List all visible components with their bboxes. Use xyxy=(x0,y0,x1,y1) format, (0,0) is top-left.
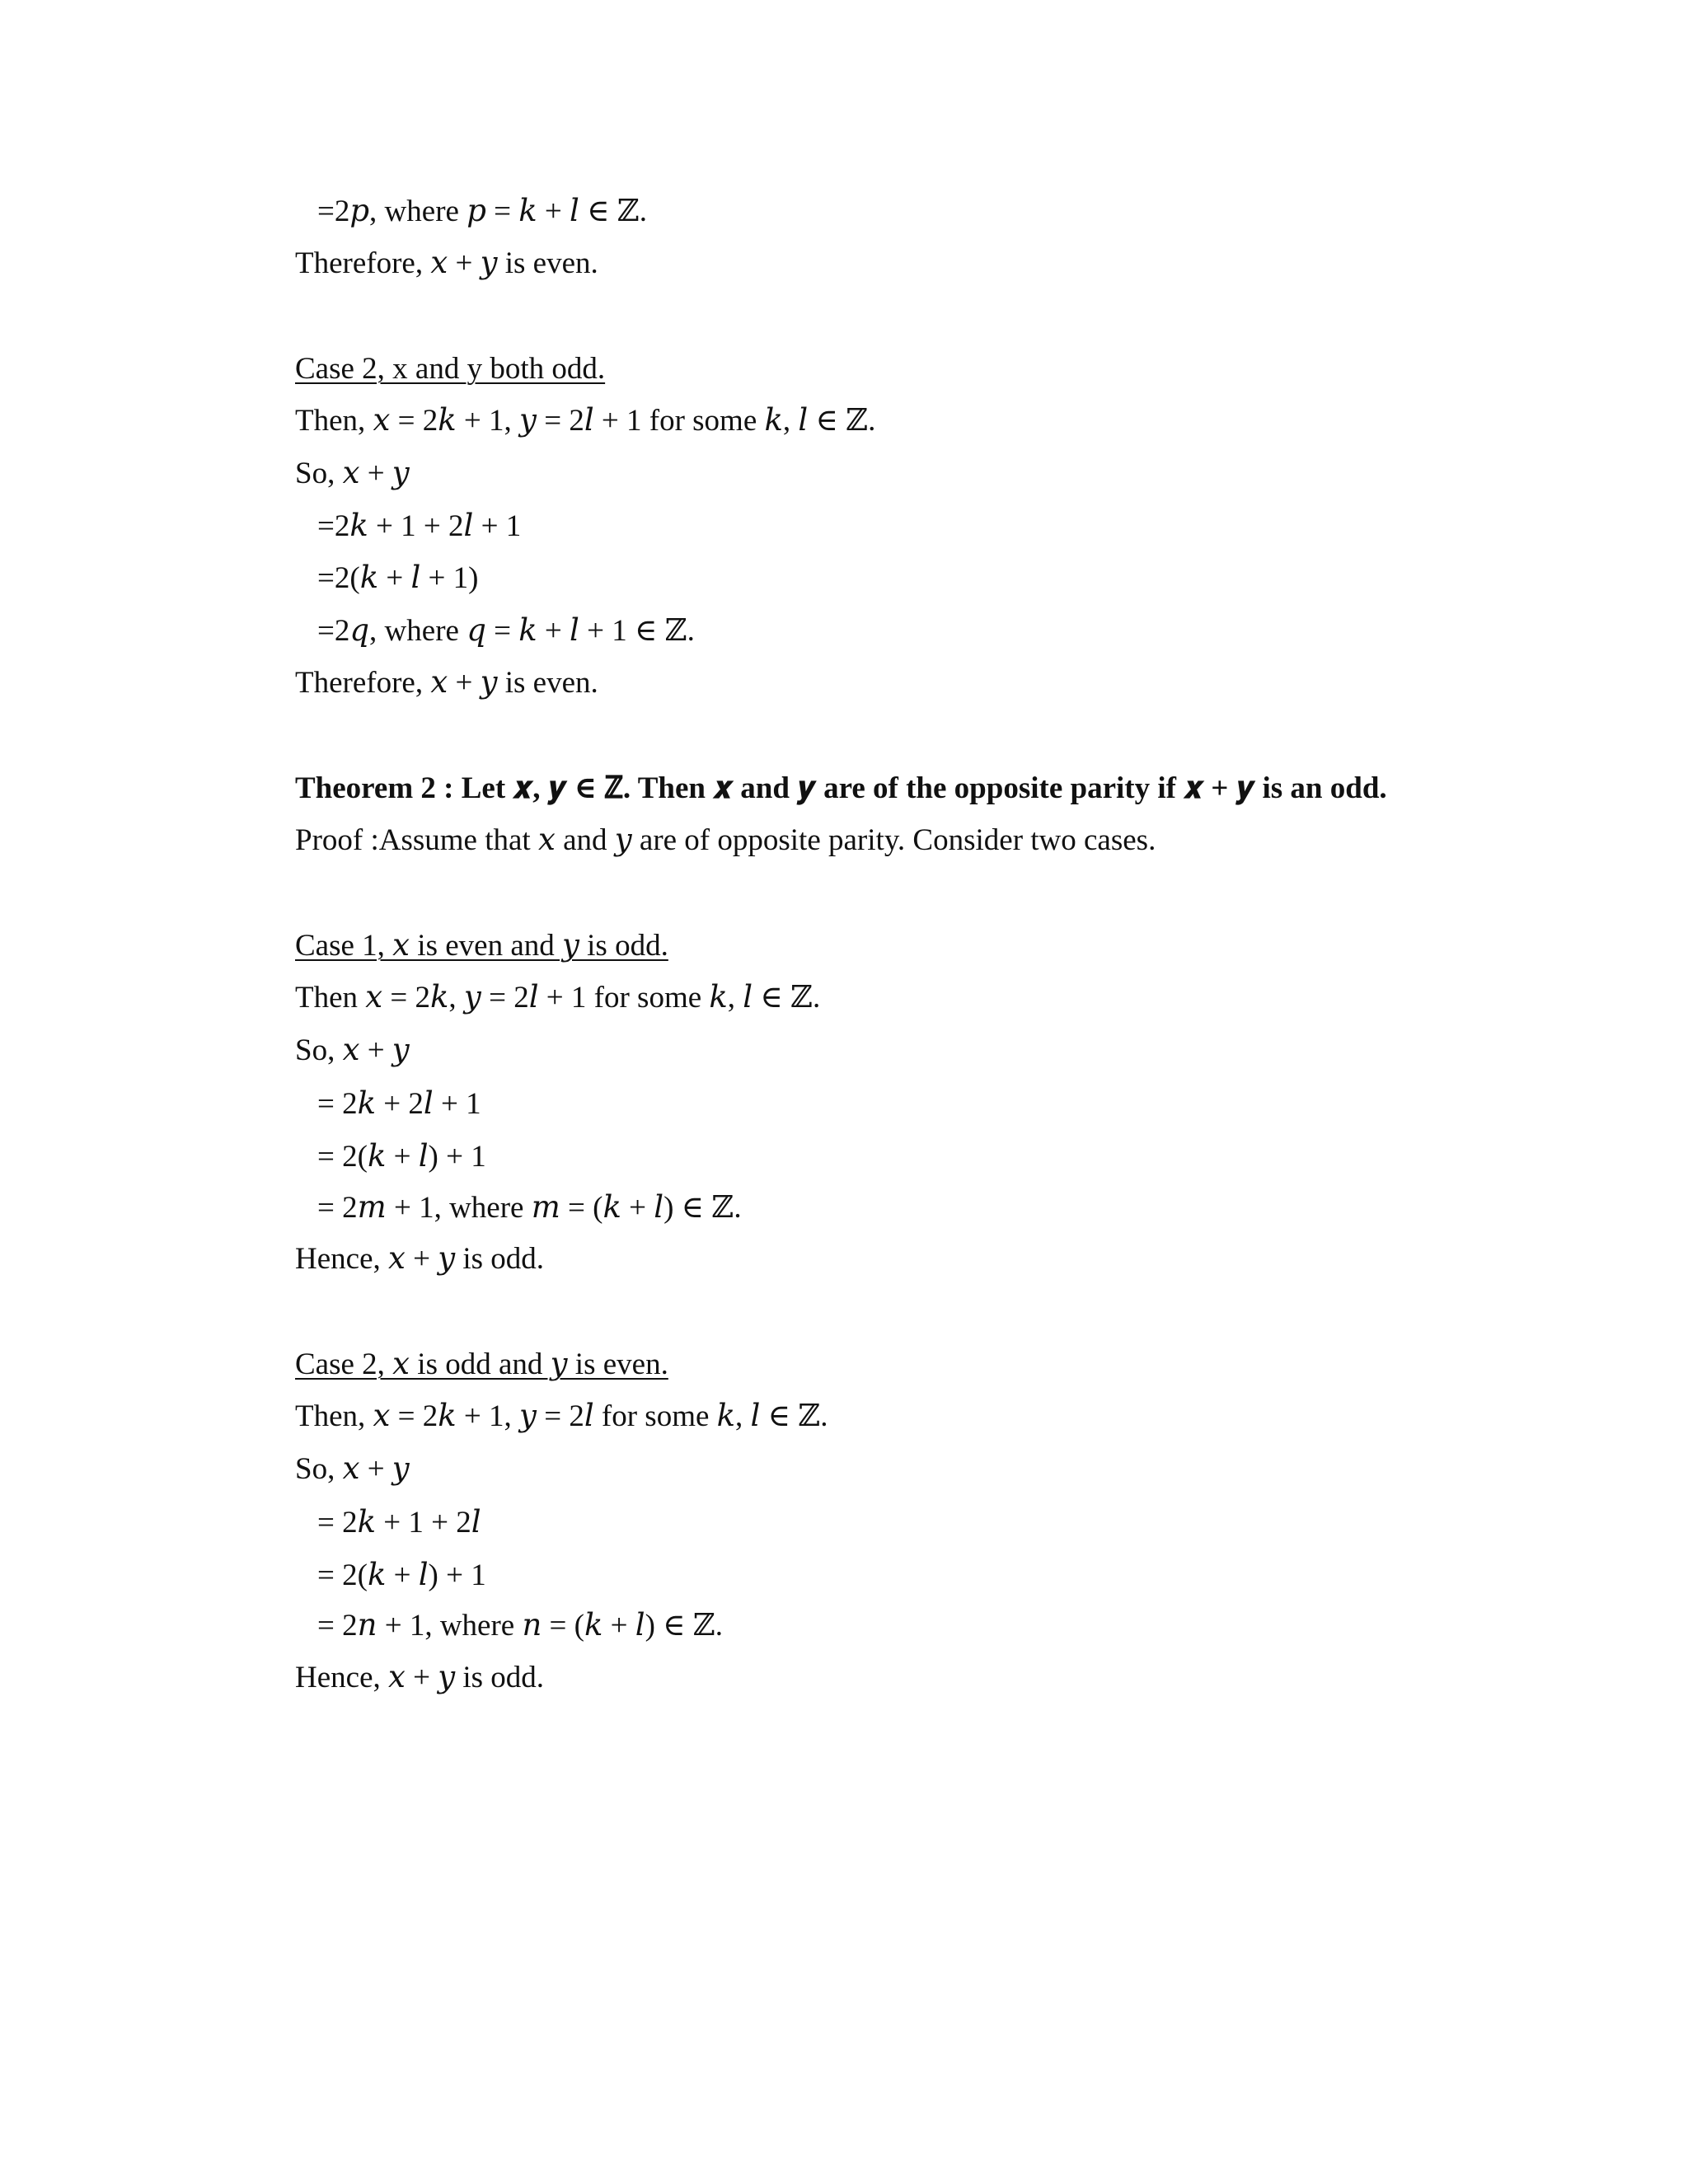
proof-intro: Proof :Assume that 𝑥 and 𝑦 are of opposite parity. Consider two cases. xyxy=(295,823,1156,857)
conclusion-line: Therefore, 𝑥 + 𝑦 is even. xyxy=(295,666,598,700)
proof-step-equation: = 2(𝑘 + 𝑙) + 1 xyxy=(317,1558,486,1592)
proof-step-equation: = 2𝑘 + 1 + 2𝑙 xyxy=(317,1506,481,1540)
case-heading: Case 2, x and y both odd. xyxy=(295,352,606,386)
proof-step-equation: = 2(𝑘 + 𝑙) + 1 xyxy=(317,1140,486,1174)
conclusion-line: Hence, 𝑥 + 𝑦 is odd. xyxy=(295,1661,545,1694)
conclusion-line: Therefore, 𝑥 + 𝑦 is even. xyxy=(295,246,598,280)
proof-step-equation: =2𝑘 + 1 + 2𝑙 + 1 xyxy=(317,509,522,543)
proof-line: So, 𝑥 + 𝑦 xyxy=(295,1452,410,1486)
case-heading: Case 1, 𝑥 is even and 𝑦 is odd. xyxy=(295,929,668,963)
theorem-statement: Theorem 2 : Let 𝒙, 𝒚 ∈ ℤ. Then 𝒙 and 𝒚 are of the opposite parity if 𝒙 + 𝒚 is an odd. xyxy=(295,771,1387,805)
conclusion-line: Hence, 𝑥 + 𝑦 is odd. xyxy=(295,1242,545,1276)
proof-line: Then 𝑥 = 2𝑘, 𝑦 = 2𝑙 + 1 for some 𝑘, 𝑙 ∈ ℤ. xyxy=(295,981,821,1015)
proof-step-equation: = 2𝑛 + 1, where 𝑛 = (𝑘 + 𝑙) ∈ ℤ. xyxy=(317,1609,724,1643)
proof-line: Then, 𝑥 = 2𝑘 + 1, 𝑦 = 2𝑙 for some 𝑘, 𝑙 ∈ ℤ. xyxy=(295,1399,828,1433)
proof-line: So, 𝑥 + 𝑦 xyxy=(295,457,410,490)
proof-line: So, 𝑥 + 𝑦 xyxy=(295,1033,410,1067)
proof-step-equation: =2(𝑘 + 𝑙 + 1) xyxy=(317,561,479,595)
proof-line: Then, 𝑥 = 2𝑘 + 1, 𝑦 = 2𝑙 + 1 for some 𝑘, 𝑙 ∈ ℤ. xyxy=(295,404,876,438)
case-heading: Case 2, 𝑥 is odd and 𝑦 is even. xyxy=(295,1347,668,1381)
proof-step-equation: = 2𝑚 + 1, where 𝑚 = (𝑘 + 𝑙) ∈ ℤ. xyxy=(317,1191,742,1225)
proof-step-equation: =2𝑝, where 𝑝 = 𝑘 + 𝑙 ∈ ℤ. xyxy=(317,194,648,228)
proof-step-equation: =2𝑞, where 𝑞 = 𝑘 + 𝑙 + 1 ∈ ℤ. xyxy=(317,614,695,648)
proof-step-equation: = 2𝑘 + 2𝑙 + 1 xyxy=(317,1087,481,1121)
